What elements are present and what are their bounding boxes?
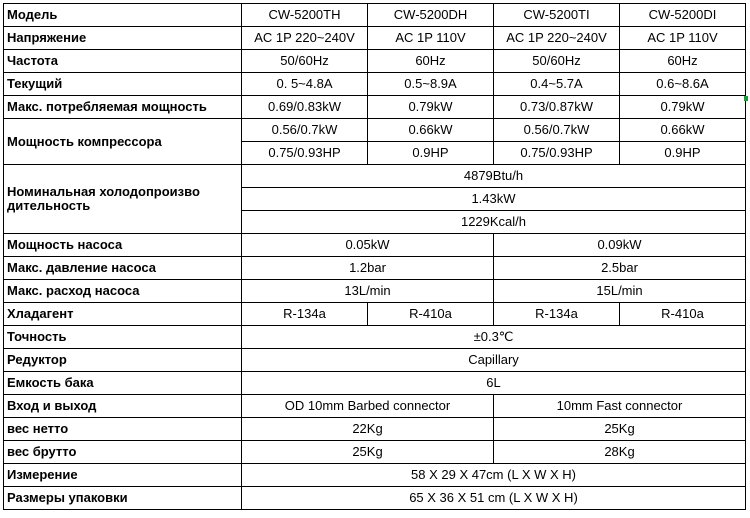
max-power-2: 0.79kW — [368, 96, 494, 119]
label-pump-flow: Макс. расход насоса — [4, 280, 242, 303]
row-frequency — [4, 50, 746, 73]
label-voltage: Напряжение — [4, 27, 242, 50]
voltage-4: AC 1P 110V — [620, 27, 746, 50]
label-reducer: Редуктор — [4, 349, 242, 372]
frequency-3: 50/60Hz — [494, 50, 620, 73]
tank-value: 6L — [242, 372, 746, 395]
label-max-power: Макс. потребляемая мощность — [4, 96, 242, 119]
pump-power-2: 0.09kW — [494, 234, 746, 257]
current-1: 0. 5~4.8A — [242, 73, 368, 96]
model-4: CW-5200DI — [620, 4, 746, 27]
model-3: CW-5200TI — [494, 4, 620, 27]
compressor-kw-3: 0.56/0.7kW — [494, 119, 620, 142]
row-io — [4, 395, 746, 418]
row-current — [4, 73, 746, 96]
voltage-1: AC 1P 220~240V — [242, 27, 368, 50]
label-model: Модель — [4, 4, 242, 27]
row-pump-flow — [4, 280, 746, 303]
label-cooling-capacity: Номинальная холодопроизво дительность — [4, 165, 242, 234]
accuracy-value: ±0.3℃ — [242, 326, 746, 349]
net-weight-2: 25Kg — [494, 418, 746, 441]
refrigerant-4: R-410a — [620, 303, 746, 326]
label-gross-weight: вес брутто — [4, 441, 242, 464]
compressor-kw-2: 0.66kW — [368, 119, 494, 142]
reducer-value: Capillary — [242, 349, 746, 372]
row-voltage — [4, 27, 746, 50]
refrigerant-2: R-410a — [368, 303, 494, 326]
pump-pressure-1: 1.2bar — [242, 257, 494, 280]
cooling-btu: 4879Btu/h — [242, 165, 746, 188]
frequency-1: 50/60Hz — [242, 50, 368, 73]
dimension-value: 58 X 29 X 47cm (L X W X H) — [242, 464, 746, 487]
row-package — [4, 487, 746, 510]
row-compressor-kw — [4, 119, 746, 142]
row-reducer — [4, 349, 746, 372]
row-dimension — [4, 464, 746, 487]
pump-power-1: 0.05kW — [242, 234, 494, 257]
voltage-2: AC 1P 110V — [368, 27, 494, 50]
row-net-weight — [4, 418, 746, 441]
label-dimension: Измерение — [4, 464, 242, 487]
label-accuracy: Точность — [4, 326, 242, 349]
label-io: Вход и выход — [4, 395, 242, 418]
compressor-hp-3: 0.75/0.93HP — [494, 142, 620, 165]
pump-flow-2: 15L/min — [494, 280, 746, 303]
row-cooling-btu — [4, 165, 746, 188]
max-power-1: 0.69/0.83kW — [242, 96, 368, 119]
label-tank: Емкость бака — [4, 372, 242, 395]
label-net-weight: вес нетто — [4, 418, 242, 441]
frequency-4: 60Hz — [620, 50, 746, 73]
model-1: CW-5200TH — [242, 4, 368, 27]
voltage-3: AC 1P 220~240V — [494, 27, 620, 50]
row-max-power — [4, 96, 746, 119]
green-mark — [744, 96, 748, 101]
compressor-hp-4: 0.9HP — [620, 142, 746, 165]
compressor-hp-2: 0.9HP — [368, 142, 494, 165]
model-2: CW-5200DH — [368, 4, 494, 27]
gross-weight-2: 28Kg — [494, 441, 746, 464]
label-current: Текущий — [4, 73, 242, 96]
label-compressor-power: Мощность компрессора — [4, 119, 242, 165]
gross-weight-1: 25Kg — [242, 441, 494, 464]
row-model — [4, 4, 746, 27]
spec-table — [3, 3, 746, 510]
row-tank — [4, 372, 746, 395]
current-2: 0.5~8.9A — [368, 73, 494, 96]
label-refrigerant: Хладагент — [4, 303, 242, 326]
io-2: 10mm Fast connector — [494, 395, 746, 418]
compressor-kw-4: 0.66kW — [620, 119, 746, 142]
io-1: OD 10mm Barbed connector — [242, 395, 494, 418]
row-accuracy — [4, 326, 746, 349]
row-refrigerant — [4, 303, 746, 326]
label-pump-pressure: Макс. давление насоса — [4, 257, 242, 280]
refrigerant-3: R-134a — [494, 303, 620, 326]
label-pump-power: Мощность насоса — [4, 234, 242, 257]
row-gross-weight — [4, 441, 746, 464]
compressor-kw-1: 0.56/0.7kW — [242, 119, 368, 142]
label-frequency: Частота — [4, 50, 242, 73]
label-package: Размеры упаковки — [4, 487, 242, 510]
pump-flow-1: 13L/min — [242, 280, 494, 303]
row-pump-pressure — [4, 257, 746, 280]
cooling-kcal: 1229Kcal/h — [242, 211, 746, 234]
row-pump-power — [4, 234, 746, 257]
max-power-4: 0.79kW — [620, 96, 746, 119]
current-3: 0.4~5.7A — [494, 73, 620, 96]
cooling-kw: 1.43kW — [242, 188, 746, 211]
frequency-2: 60Hz — [368, 50, 494, 73]
compressor-hp-1: 0.75/0.93HP — [242, 142, 368, 165]
refrigerant-1: R-134a — [242, 303, 368, 326]
max-power-3: 0.73/0.87kW — [494, 96, 620, 119]
net-weight-1: 22Kg — [242, 418, 494, 441]
pump-pressure-2: 2.5bar — [494, 257, 746, 280]
package-value: 65 X 36 X 51 cm (L X W X H) — [242, 487, 746, 510]
current-4: 0.6~8.6A — [620, 73, 746, 96]
